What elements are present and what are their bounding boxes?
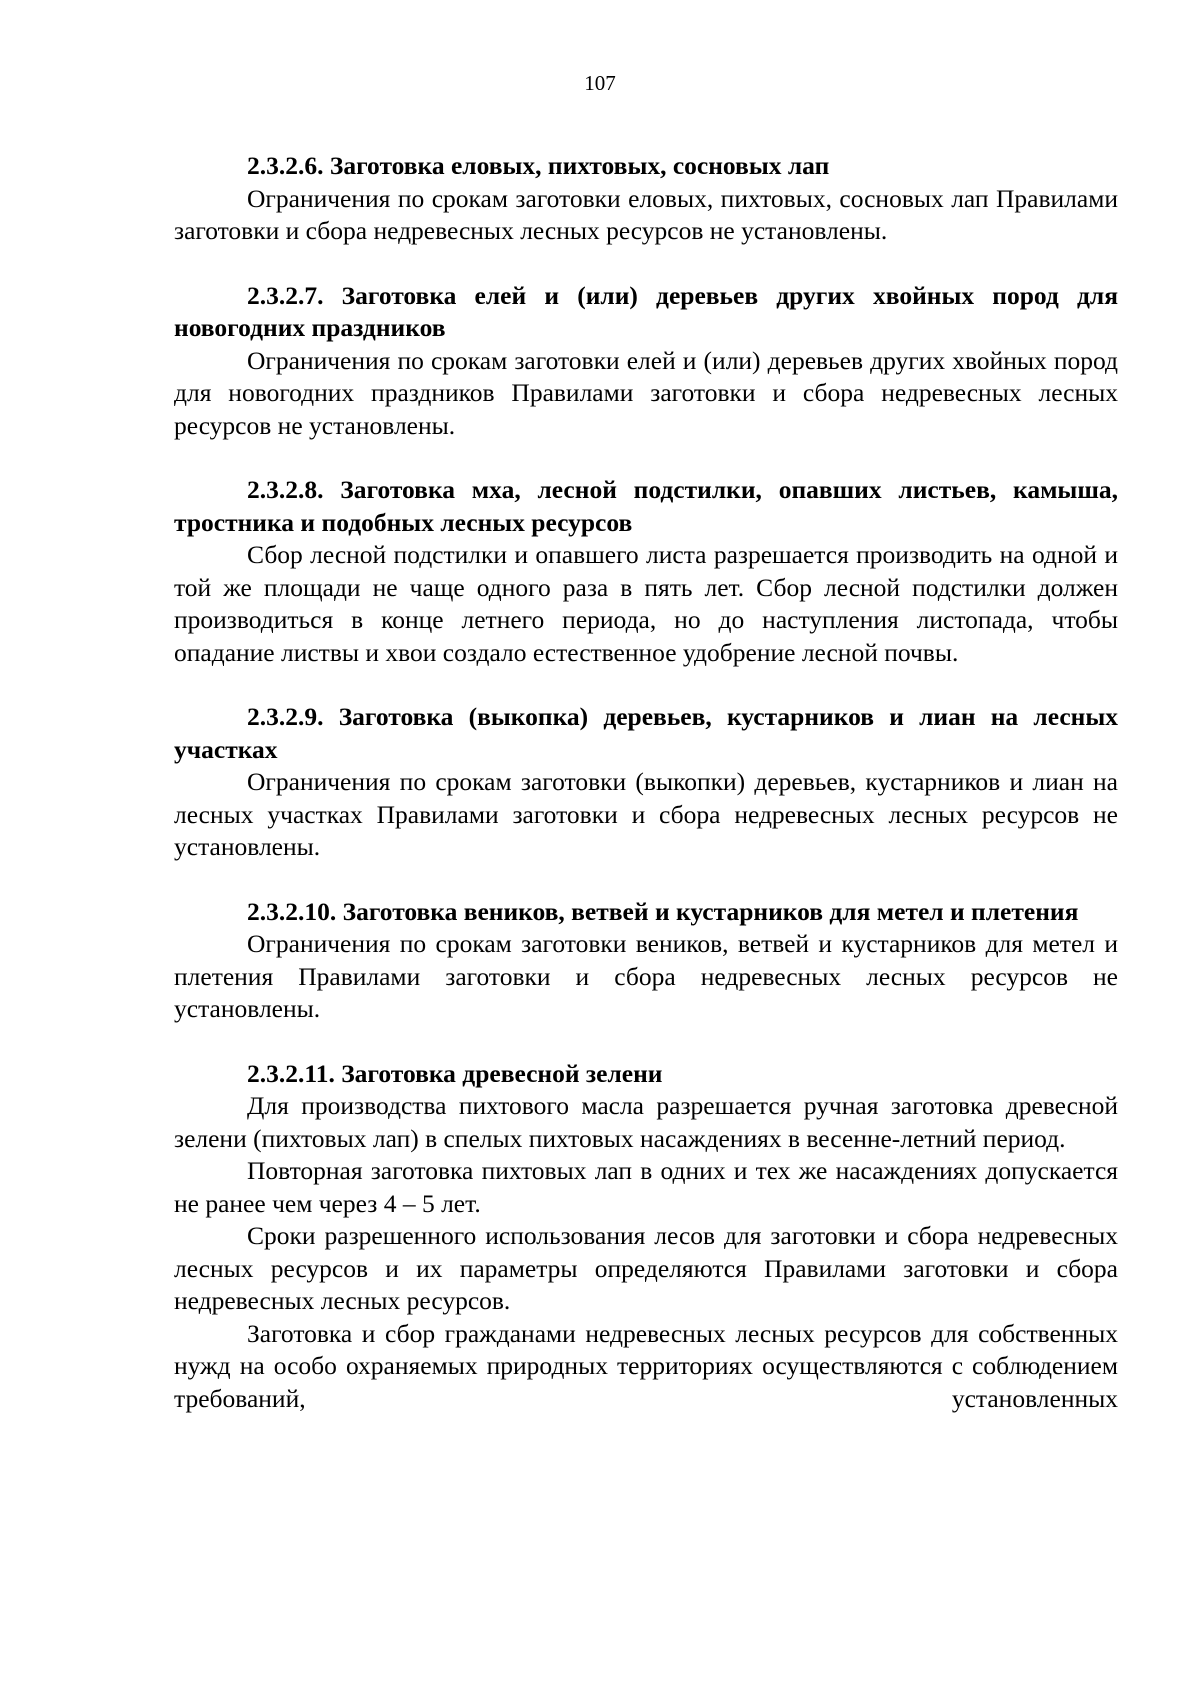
paragraph: Ограничения по срокам заготовки (выкопки) деревьев, кустарников и лиан на лесных участках Правилами заготовки и сбора недревесных лесных ресурсов не установлены. bbox=[174, 767, 1118, 861]
section-heading: 2.3.2.11. Заготовка древесной зелени bbox=[247, 1058, 663, 1088]
section-2-3-2-10 bbox=[174, 896, 1118, 1026]
section-2-3-2-6 bbox=[174, 150, 1118, 248]
section-2-3-2-9 bbox=[174, 701, 1118, 864]
paragraph: Сбор лесной подстилки и опавшего листа разрешается производить на одной и той же площади не чаще одного раза в пять лет. Сбор лесной подстилки должен производиться в конце летнего периода, но до наступления листопада, чтобы опадание листвы и хвои создало естественное удобрение лесной почвы. bbox=[174, 540, 1118, 667]
page-number: 107 bbox=[584, 71, 616, 95]
section-heading: 2.3.2.8. Заготовка мха, лесной подстилки, опавших листьев, камыша, тростника и подобных лесных ресурсов bbox=[174, 475, 1118, 537]
paragraph: Ограничения по срокам заготовки елей и (или) деревьев других хвойных пород для новогодних праздников Правилами заготовки и сбора недревесных лесных ресурсов не установлены. bbox=[174, 345, 1118, 440]
paragraph: Для производства пихтового масла разрешается ручная заготовка древесной зелени (пихтовых лап) в спелых пихтовых насаждениях в весенне-летний период. bbox=[174, 1091, 1118, 1153]
document-body bbox=[174, 150, 1118, 1447]
paragraph: Заготовка и сбор гражданами недревесных лесных ресурсов для собственных нужд на особо охраняемых природных территориях осуществляются с соблюдением требований, установленных bbox=[174, 1318, 1118, 1413]
section-2-3-2-11 bbox=[174, 1058, 1118, 1416]
section-heading: 2.3.2.6. Заготовка еловых, пихтовых, сосновых лап bbox=[247, 151, 830, 180]
section-heading: 2.3.2.10. Заготовка веников, ветвей и кустарников для метел и плетения bbox=[247, 896, 1079, 926]
section-2-3-2-7 bbox=[174, 280, 1118, 443]
paragraph: Ограничения по срокам заготовки еловых, пихтовых, сосновых лап Правилами заготовки и сбора недревесных лесных ресурсов не установлены. bbox=[174, 183, 1118, 245]
section-2-3-2-8 bbox=[174, 474, 1118, 669]
section-heading: 2.3.2.7. Заготовка елей и (или) деревьев других хвойных пород для новогодних праздников bbox=[174, 280, 1118, 342]
section-heading: 2.3.2.9. Заготовка (выкопка) деревьев, кустарников и лиан на лесных участках bbox=[174, 702, 1118, 764]
paragraph: Сроки разрешенного использования лесов для заготовки и сбора недревесных лесных ресурсов и их параметры определяются Правилами заготовки и сбора недревесных лесных ресурсов. bbox=[174, 1221, 1118, 1315]
paragraph: Повторная заготовка пихтовых лап в одних и тех же насаждениях допускается не ранее чем через 4 – 5 лет. bbox=[174, 1156, 1118, 1218]
paragraph: Ограничения по срокам заготовки веников, ветвей и кустарников для метел и плетения Правилами заготовки и сбора недревесных лесных ресурсов не установлены. bbox=[174, 929, 1118, 1023]
